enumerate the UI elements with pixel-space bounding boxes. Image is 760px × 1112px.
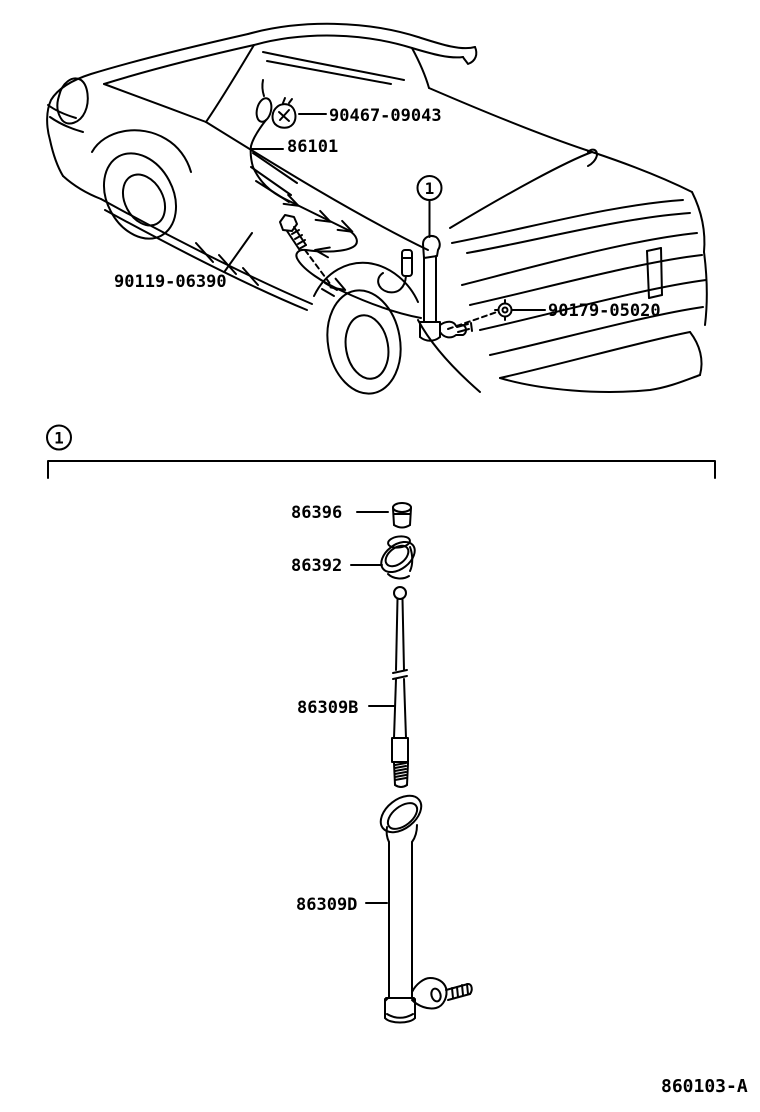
figure-code: 860103-A — [661, 1076, 748, 1097]
callout-1-detail-number: 1 — [54, 428, 64, 448]
callout-1-car-number: 1 — [424, 179, 435, 198]
part-label-antenna-clip[interactable]: 90467-09043 — [329, 106, 442, 126]
part-label-mounting-nut[interactable]: 90179-05020 — [548, 301, 661, 321]
part-label-antenna-bezel[interactable]: 86392 — [291, 556, 343, 576]
part-label-antenna-pipe[interactable]: 86309D — [296, 895, 358, 915]
part-label-antenna-nut[interactable]: 86396 — [291, 503, 343, 523]
part-label-antenna-cord[interactable]: 86101 — [287, 137, 339, 157]
part-label-antenna-rod[interactable]: 86309B — [297, 698, 359, 718]
part-label-mounting-bolt[interactable]: 90119-06390 — [114, 272, 227, 292]
